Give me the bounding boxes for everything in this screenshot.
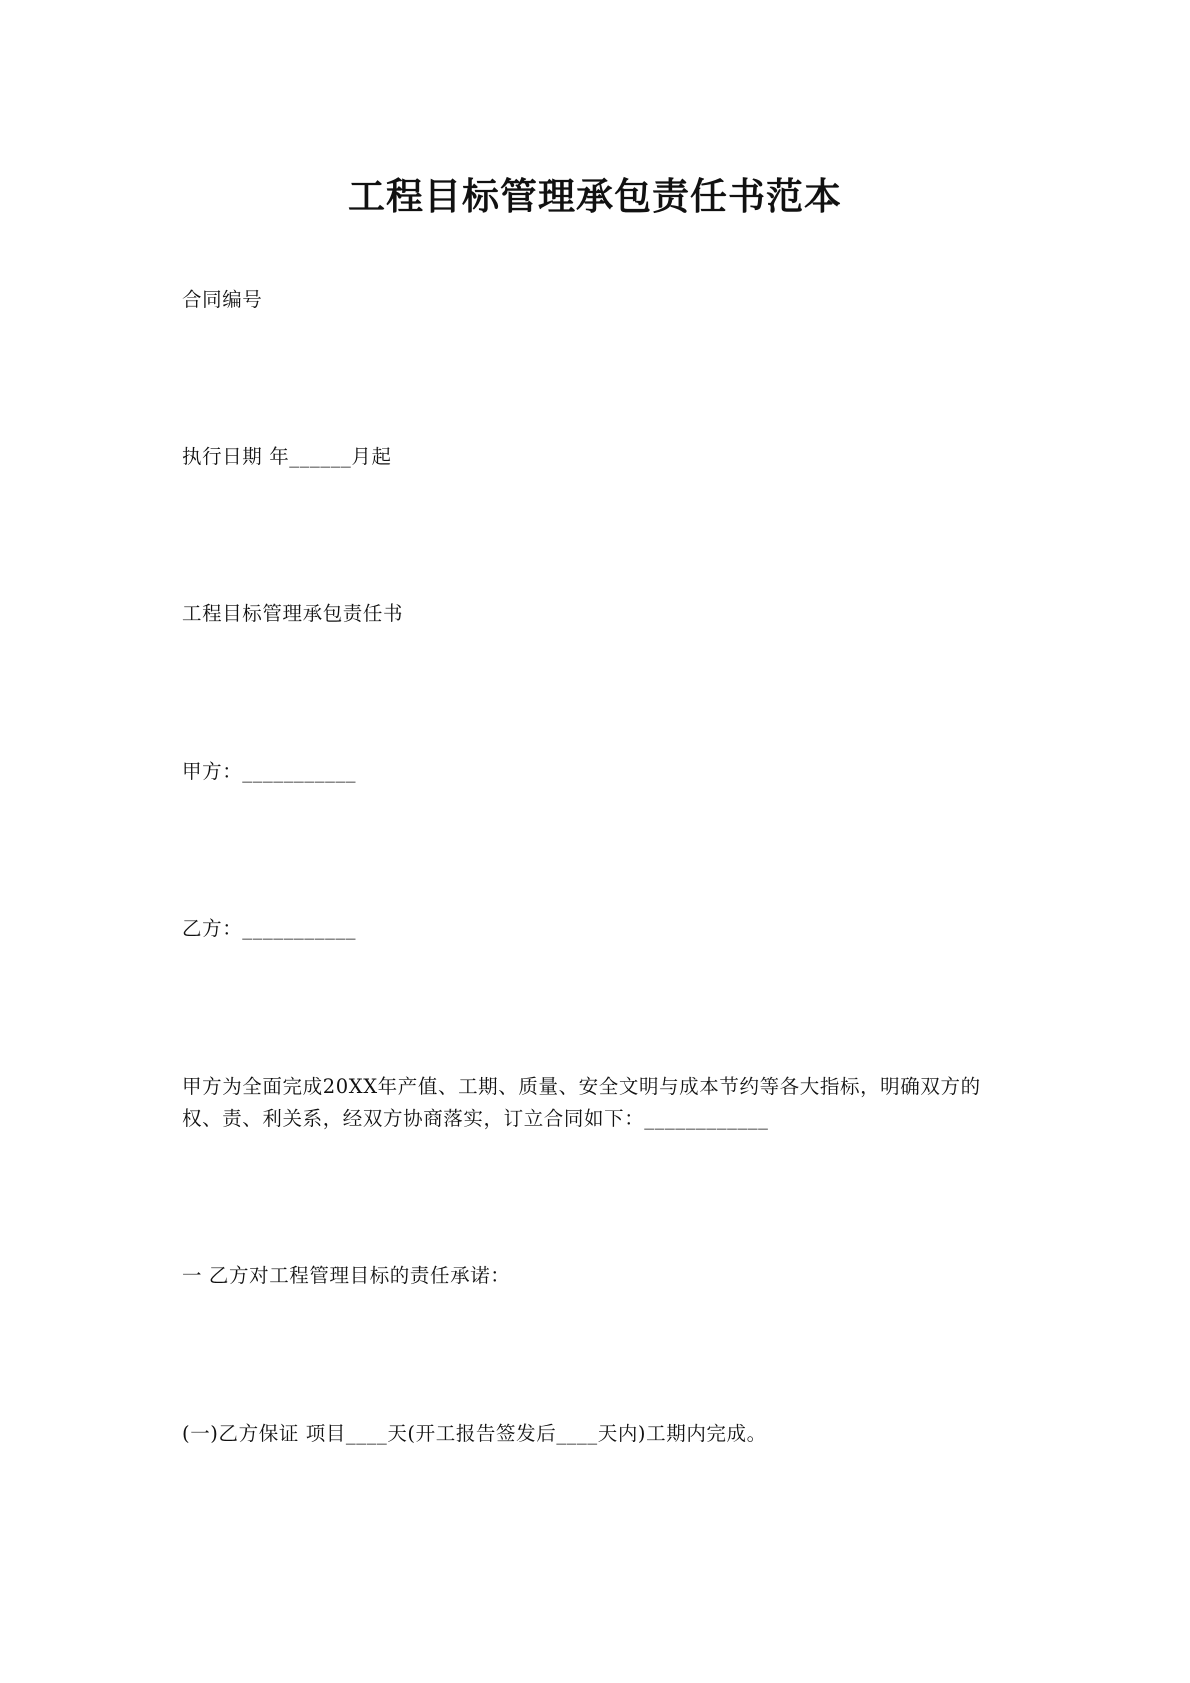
party-b: 乙方：___________ (182, 917, 357, 940)
subtitle: 工程目标管理承包责任书 (182, 602, 404, 625)
intro-paragraph-line-2: 权、责、利关系，经双方协商落实，订立合同如下：____________ (182, 1107, 769, 1130)
document-title: 工程目标管理承包责任书范本 (348, 174, 842, 218)
intro-paragraph-line-1: 甲方为全面完成20XX年产值、工期、质量、安全文明与成本节约等各大指标，明确双方的 (182, 1075, 981, 1098)
contract-number-label: 合同编号 (182, 288, 263, 311)
section-1-item-1: (一)乙方保证 项目____天(开工报告签发后____天内)工期内完成。 (182, 1422, 767, 1445)
party-a: 甲方：___________ (182, 760, 357, 783)
execution-date: 执行日期 年______月起 (182, 445, 392, 468)
section-1-heading: 一 乙方对工程管理目标的责任承诺： (182, 1264, 511, 1287)
